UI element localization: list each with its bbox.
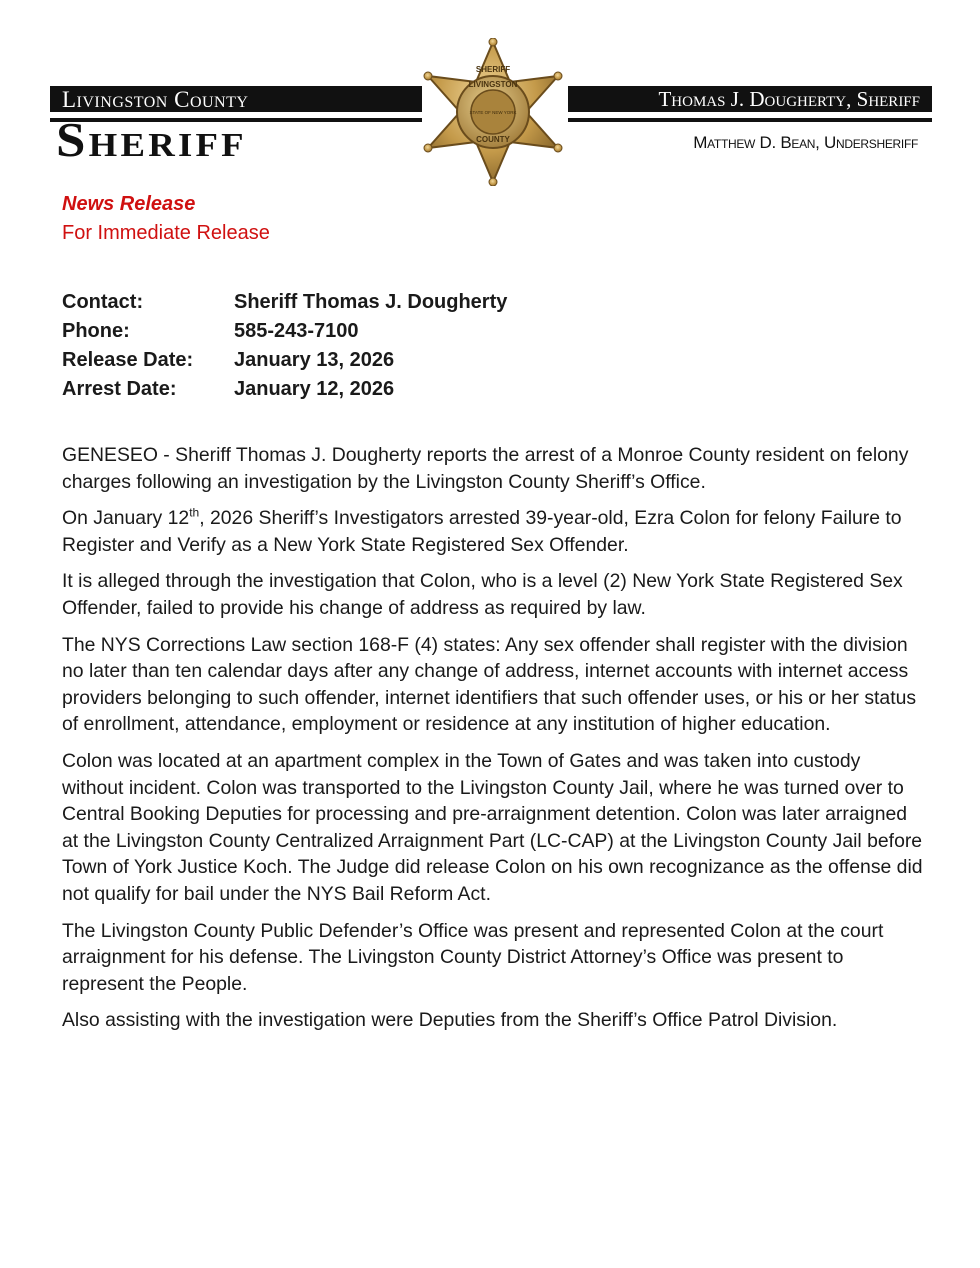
meta-key: Phone: bbox=[62, 320, 130, 342]
letterhead-rule-right bbox=[568, 118, 932, 122]
meta-value: 585-243-7100 bbox=[234, 320, 359, 342]
meta-row-arrest-date bbox=[62, 375, 924, 404]
letterhead bbox=[0, 0, 980, 190]
news-release-content bbox=[62, 190, 924, 1044]
body-text-segment: , 2026 Sheriff’s Investigators arrested 39-year-old, Ezra Colon for felony Failure to Register and Verify as a New York State Registered Sex Offender. bbox=[62, 507, 902, 556]
undersheriff-name: Matthew D. Bean, Undersheriff bbox=[693, 133, 918, 152]
release-meta bbox=[62, 288, 924, 404]
meta-value: January 13, 2026 bbox=[234, 349, 395, 371]
news-release-label: News Release bbox=[62, 193, 196, 215]
meta-value: Sheriff Thomas J. Dougherty bbox=[234, 291, 508, 313]
meta-row-phone bbox=[62, 317, 924, 346]
meta-key: Arrest Date: bbox=[62, 378, 177, 400]
body-paragraph: Colon was located at an apartment complex in the Town of Gates and was taken into custody without incident. Colon was transported to the Livingston County Jail, where he was turned over to Central Booking Deputies for processing and pre-arraignment detention. Colon was later arraigned at the Livingston County Centralized Arraignment Part (LC-CAP) at the Livingston County Jail before Town of York Justice Koch. The Judge did release Colon on his own recognizance as the offense did not qualify for bail under the NYS Bail Reform Act. bbox=[62, 749, 923, 905]
release-body bbox=[62, 442, 924, 1034]
badge-bottom-text: COUNTY bbox=[476, 135, 510, 144]
meta-row-release-date bbox=[62, 346, 924, 375]
badge-mid-text: LIVINGSTON bbox=[468, 80, 518, 89]
body-text-segment: On January 12 bbox=[62, 507, 190, 530]
immediate-release-label: For Immediate Release bbox=[62, 222, 270, 244]
meta-key: Release Date: bbox=[62, 349, 194, 371]
ordinal-suffix: th bbox=[189, 505, 200, 520]
meta-value: January 12, 2026 bbox=[234, 378, 395, 400]
badge-top-text: SHERIFF bbox=[475, 65, 511, 74]
meta-key: Contact: bbox=[62, 291, 144, 313]
body-paragraph: The NYS Corrections Law section 168-F (4) states: Any sex offender shall register with the division no later than ten calendar days after any change of address, internet accounts with internet access providers belonging to such offender, internet identifiers that such offender uses, or his or her status of enrollment, attendance, employment or residence at any institution of higher education. bbox=[62, 633, 917, 736]
sheriff-name: Thomas J. Dougherty, Sheriff bbox=[658, 87, 920, 111]
sheriff-wordmark: Sheriff bbox=[56, 112, 247, 167]
body-paragraph bbox=[62, 505, 924, 558]
body-paragraph: GENESEO - Sheriff Thomas J. Dougherty reports the arrest of a Monroe County resident on felony charges following an investigation by the Livingston County Sheriff’s Office. bbox=[62, 444, 909, 493]
badge-seal-text: STATE OF NEW YORK bbox=[469, 110, 517, 115]
body-paragraph: It is alleged through the investigation that Colon, who is a level (2) New York State Registered Sex Offender, failed to provide his change of address as required by law. bbox=[62, 570, 903, 619]
county-title: Livingston County bbox=[62, 87, 249, 112]
body-paragraph: Also assisting with the investigation were Deputies from the Sheriff’s Office Patrol Division. bbox=[62, 1009, 838, 1032]
sheriff-star-badge-icon bbox=[420, 38, 566, 186]
body-paragraph: The Livingston County Public Defender’s Office was present and represented Colon at the court arraignment for his defense. The Livingston County District Attorney’s Office was present to represent the People. bbox=[62, 919, 884, 995]
meta-row-contact bbox=[62, 288, 924, 317]
